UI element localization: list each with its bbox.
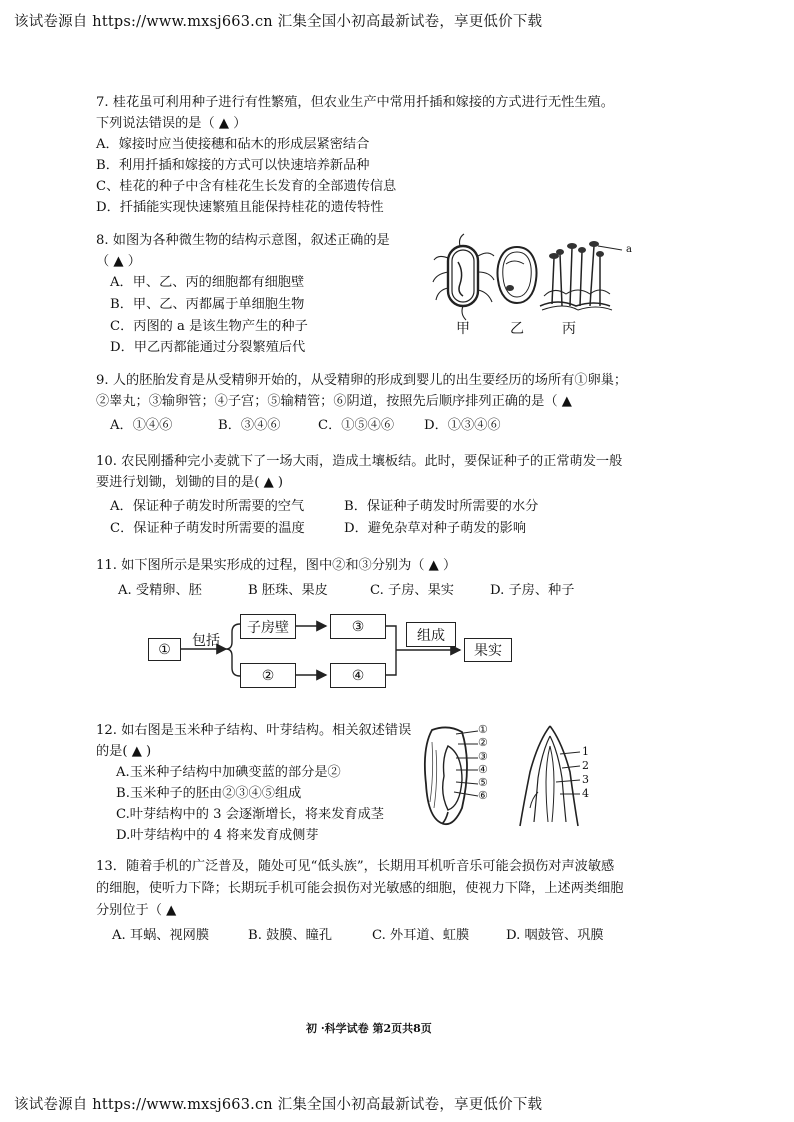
- q11-option-d: D. 子房、种子: [490, 583, 575, 598]
- q12-option-c: C.叶芽结构中的 3 会逐渐增长，将来发育成茎: [116, 807, 384, 822]
- q12-option-b: B.玉米种子的胚由②③④⑤组成: [116, 786, 302, 801]
- q8-stem-line1: 8. 如图为各种微生物的结构示意图，叙述正确的是: [96, 233, 390, 248]
- q12-stem-line1: 12. 如右图是玉米种子结构、叶芽结构。相关叙述错误: [96, 723, 412, 738]
- q11-option-a: A. 受精卵、胚: [118, 583, 202, 598]
- q12-option-a: A.玉米种子结构中加碘变蓝的部分是②: [116, 765, 341, 780]
- page-footer: 初 ·科学试卷 第2页共8页: [306, 1022, 432, 1035]
- q8-stem-line2: （ ▲ ）: [96, 254, 141, 269]
- q13-stem-line3: 分别位于（ ▲: [96, 903, 177, 918]
- flow-include-label: 包括: [192, 633, 220, 649]
- leaf-bud-figure: [516, 722, 584, 830]
- seed-label-1: ①: [478, 723, 488, 736]
- q13-stem-line1: 13．随着手机的广泛普及，随处可见“低头族”，长期用耳机听音乐可能会损伤对声波敏感: [96, 859, 615, 874]
- q9-option-b: B．③④⑥: [218, 418, 281, 433]
- flow-box-1: ①: [148, 638, 181, 661]
- footer-banner: 该试卷源自 https://www.mxsj663.cn 汇集全国小初高最新试卷，享更低价下载: [14, 1097, 543, 1113]
- q13-option-b: B. 鼓膜、瞳孔: [248, 928, 333, 943]
- figure-label-jia: 甲: [456, 321, 470, 337]
- q12-stem-line2: 的是( ▲ ): [96, 744, 152, 759]
- corn-seed-figure: [418, 724, 478, 828]
- q10-option-b: B．保证种子萌发时所需要的水分: [344, 499, 539, 514]
- q10-option-a: A．保证种子萌发时所需要的空气: [110, 499, 305, 514]
- flow-compose-label: 组成: [406, 622, 456, 647]
- q11-stem: 11. 如下图所示是果实形成的过程，图中②和③分别为（ ▲ ）: [96, 558, 457, 573]
- q9-option-c: C．①⑤④⑥: [318, 418, 395, 433]
- seed-label-3: ③: [478, 750, 488, 763]
- seed-label-6: ⑥: [478, 789, 488, 802]
- seed-label-5: ⑤: [478, 776, 488, 789]
- q7-option-a: A．嫁接时应当使接穗和砧木的形成层紧密结合: [96, 137, 370, 152]
- q13-stem-line2: 的细胞，使听力下降；长期玩手机可能会损伤对光敏感的细胞，使视力下降，上述两类细胞: [96, 881, 624, 896]
- q8-option-b: B．甲、乙、丙都属于单细胞生物: [110, 297, 305, 312]
- q7-option-c: C、桂花的种子中含有桂花生长发育的全部遗传信息: [96, 179, 397, 194]
- q7-option-b: B．利用扦插和嫁接的方式可以快速培养新品种: [96, 158, 370, 173]
- q9-option-d: D．①③④⑥: [424, 418, 501, 433]
- q8-option-d: D．甲乙丙都能通过分裂繁殖后代: [110, 340, 306, 355]
- flow-box-fruit: 果实: [464, 638, 512, 662]
- q9-stem-line2: ②睾丸；③输卵管；④子宫；⑤输精管；⑥阴道，按照先后顺序排列正确的是（ ▲: [96, 394, 572, 409]
- figure-label-yi: 乙: [510, 321, 524, 337]
- q10-option-d: D．避免杂草对种子萌发的影响: [344, 521, 527, 536]
- q11-option-b: B 胚珠、果皮: [248, 583, 328, 598]
- q9-option-a: A．①④⑥: [110, 418, 173, 433]
- mold-pointer-label: a: [626, 244, 632, 255]
- flow-box-ovary-wall: 子房壁: [240, 614, 296, 639]
- bud-label-3: 3: [582, 773, 589, 786]
- q13-option-c: C. 外耳道、虹膜: [372, 928, 470, 943]
- q13-option-d: D. 咽鼓管、巩膜: [506, 928, 604, 943]
- bud-label-4: 4: [582, 787, 589, 800]
- q8-option-a: A．甲、乙、丙的细胞都有细胞壁: [110, 275, 305, 290]
- q9-stem-line1: 9. 人的胚胎发育是从受精卵开始的，从受精卵的形成到婴儿的出生要经历的场所有①卵巢；: [96, 373, 628, 388]
- seed-label-4: ④: [478, 763, 488, 776]
- bud-label-2: 2: [582, 759, 589, 772]
- bud-label-1: 1: [582, 745, 589, 758]
- q12-option-d: D.叶芽结构中的 4 将来发育成侧芽: [116, 828, 319, 843]
- header-banner: 该试卷源自 https://www.mxsj663.cn 汇集全国小初高最新试卷，享更低价下载: [14, 14, 543, 30]
- q10-option-c: C．保证种子萌发时所需要的温度: [110, 521, 305, 536]
- flow-box-3: ③: [330, 614, 386, 639]
- q7-option-d: D．扦插能实现快速繁殖且能保持桂花的遗传特性: [96, 200, 384, 215]
- q10-stem-line1: 10. 农民刚播种完小麦就下了一场大雨，造成土壤板结。此时，要保证种子的正常萌发一般: [96, 454, 623, 469]
- figure-label-bing: 丙: [562, 321, 576, 337]
- q13-option-a: A. 耳蜗、视网膜: [112, 928, 210, 943]
- q11-option-c: C. 子房、果实: [370, 583, 454, 598]
- flow-box-2: ②: [240, 663, 296, 688]
- q7-stem-line1: 7. 桂花虽可利用种子进行有性繁殖，但农业生产中常用扦插和嫁接的方式进行无性生殖。: [96, 95, 614, 110]
- q7-stem-line2: 下列说法错误的是（ ▲ ）: [96, 116, 247, 131]
- flow-box-4: ④: [330, 663, 386, 688]
- q10-stem-line2: 要进行划锄，划锄的目的是( ▲ ): [96, 475, 284, 490]
- q8-option-c: C．丙图的 a 是该生物产生的种子: [110, 319, 308, 334]
- seed-label-2: ②: [478, 736, 488, 749]
